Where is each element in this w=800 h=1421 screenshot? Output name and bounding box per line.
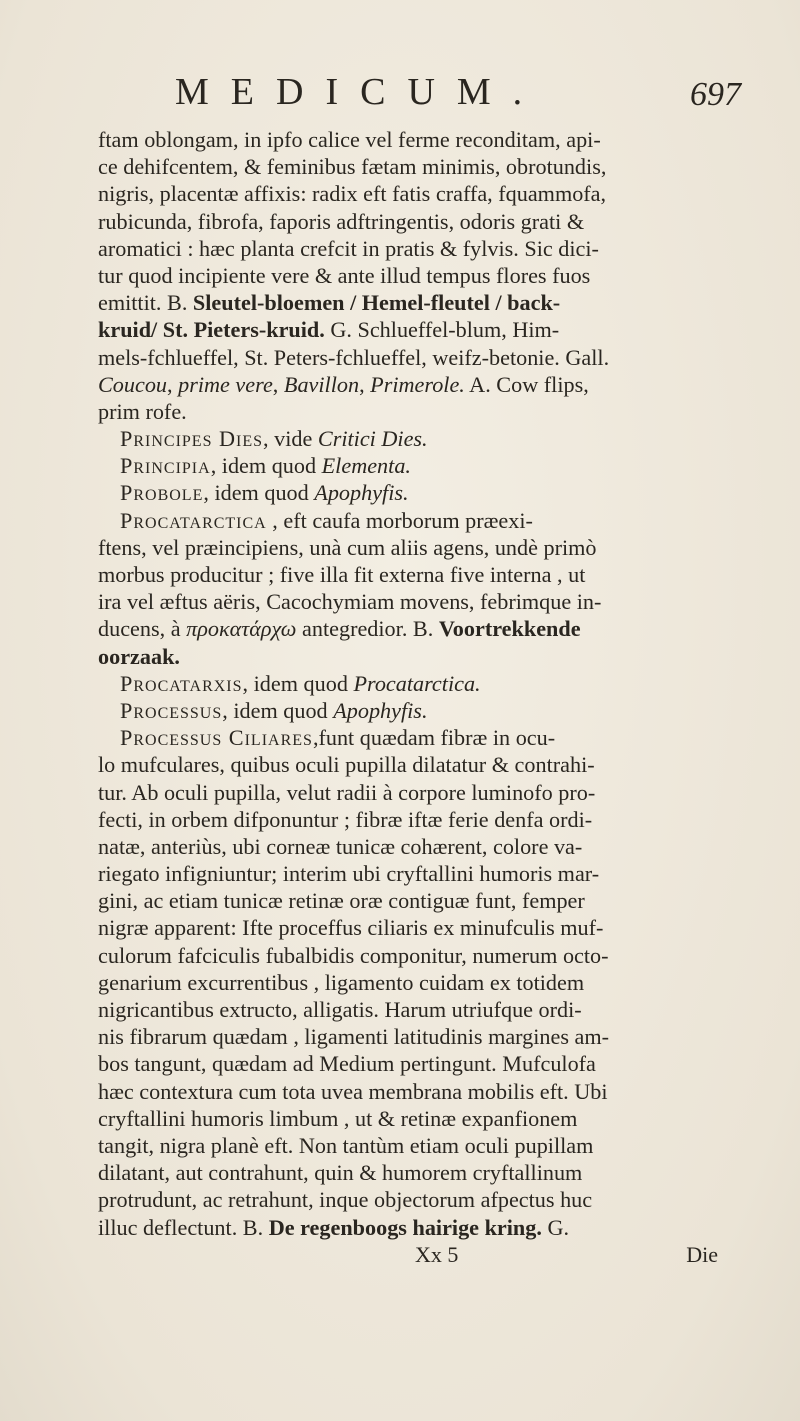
text-line xyxy=(98,262,718,289)
text-run: emittit. B. xyxy=(98,290,193,316)
italic-term: Elementa. xyxy=(321,453,411,479)
text-run: illuc deflectunt. B. xyxy=(98,1214,269,1240)
text-line xyxy=(98,534,718,561)
text-line xyxy=(98,1186,718,1213)
running-title: MEDICUM. xyxy=(175,71,545,113)
text-run: nigræ apparent: Ifte proceffus ciliaris ex minufculis muf- xyxy=(98,915,604,941)
text-run: morbus producitur ; five illa fit externa five interna , ut xyxy=(98,562,586,587)
text-run: lo mufculares, quibus oculi pupilla dilatatur & contrahi- xyxy=(98,752,595,778)
page-number: 697 xyxy=(690,76,741,113)
text-line xyxy=(98,887,718,914)
text-run: rubicunda, fibrofa, faporis adftringentis, odoris grati & xyxy=(98,208,585,234)
entry-headword: Principes Dies xyxy=(120,426,264,452)
text-line xyxy=(98,425,718,452)
text-line xyxy=(98,860,718,887)
text-run: ira vel æftus aëris, Cacochymiam movens, febrimque in- xyxy=(98,589,602,615)
text-run: , xyxy=(359,371,371,397)
text-run: dilatant, aut contrahunt, quin & humorem cryftallinum xyxy=(98,1160,583,1186)
text-line xyxy=(98,208,718,235)
text-lines xyxy=(98,126,718,1241)
text-line xyxy=(98,615,718,642)
italic-term: Apophyfis. xyxy=(333,697,428,723)
text-run: G. xyxy=(541,1214,570,1240)
text-line xyxy=(98,371,718,398)
text-run: aromatici : hæc planta crefcit in pratis & fylvis. Sic dici- xyxy=(98,235,599,261)
text-run: hæc contextura cum tota uvea membrana mobilis eft. Ubi xyxy=(98,1078,608,1104)
dictionary-text xyxy=(98,126,718,1268)
text-run: genarium excurrentibus , ligamento cuidam ex totidem xyxy=(98,969,585,995)
text-line xyxy=(98,153,718,180)
text-line xyxy=(98,643,718,670)
text-run: ftens, vel præincipiens, unà cum aliis agens, undè primò xyxy=(98,534,597,560)
text-line xyxy=(98,316,718,343)
text-run: nis fibrarum quædam , ligamenti latitudinis margines am- xyxy=(98,1024,610,1050)
text-line xyxy=(98,588,718,615)
text-run: natæ, anteriùs, ubi corneæ tunicæ cohærent, colore va- xyxy=(98,833,583,859)
text-line xyxy=(98,806,718,833)
text-line xyxy=(98,751,718,778)
text-line xyxy=(98,1023,718,1050)
text-run: , idem quod xyxy=(242,670,354,696)
text-run: , idem quod xyxy=(222,697,334,723)
text-line xyxy=(98,1105,718,1132)
text-line xyxy=(98,996,718,1023)
text-run: mels-fchlueffel, St. Peters-fchlueffel, weifz-betonie. Gall. xyxy=(98,344,610,370)
text-line xyxy=(98,398,718,425)
text-line xyxy=(98,833,718,860)
text-line xyxy=(98,942,718,969)
text-run: culorum fafciculis fubalbidis componitur, numerum octo- xyxy=(98,942,609,968)
text-run: protrudunt, ac retrahunt, inque objectorum afpectus huc xyxy=(98,1187,593,1213)
text-run: tur quod incipiente vere & ante illud tempus flores fuos xyxy=(98,262,591,288)
text-run: bos tangunt, quædam ad Medium pertingunt. Mufculofa xyxy=(98,1051,596,1077)
text-run: ce dehifcentem, & feminibus fætam minimis, obrotundis, xyxy=(98,154,607,180)
entry-headword: Principia xyxy=(120,453,211,479)
entry-headword: Processus Ciliares xyxy=(120,725,313,751)
text-run: , xyxy=(167,371,179,397)
text-run: fecti, in orbem difponuntur ; fibræ iftæ ferie denfa ordi- xyxy=(98,806,593,832)
text-run: , xyxy=(272,371,284,397)
text-run: , idem quod xyxy=(210,453,322,479)
text-run: tangit, nigra planè eft. Non tantùm etiam oculi pupillam xyxy=(98,1132,594,1158)
text-run: G. Schlueffel-blum, Him- xyxy=(324,317,560,343)
text-line xyxy=(98,126,718,153)
entry-headword: Probole xyxy=(120,480,204,506)
text-run: ftam oblongam, in ipfo calice vel ferme reconditam, api- xyxy=(98,127,601,152)
text-line xyxy=(98,289,718,316)
entry-headword: Procatarxis xyxy=(120,670,243,696)
vernacular-name: oorzaak. xyxy=(98,643,180,669)
italic-term: prime vere xyxy=(178,371,273,397)
text-run: nigris, placentæ affixis: radix eft fatis craffa, fquammofa, xyxy=(98,181,607,207)
text-run: tur. Ab oculi pupilla, velut radii à corpore luminofo pro- xyxy=(98,779,596,805)
vernacular-name: De regenboogs hairige kring. xyxy=(268,1214,542,1240)
text-run: antegredior. B. xyxy=(296,616,439,642)
text-run: , eft caufa morborum præexi- xyxy=(266,507,533,533)
italic-term: Bavillon xyxy=(283,371,360,397)
text-line xyxy=(98,452,718,479)
text-line xyxy=(98,779,718,806)
vernacular-name: Voortrekkende xyxy=(438,616,581,642)
italic-term: Apophyfis. xyxy=(314,480,409,506)
italic-term: Critici Dies. xyxy=(317,426,428,452)
catchword: Die xyxy=(686,1241,718,1267)
text-line xyxy=(98,724,718,751)
text-run: ,funt quædam fibræ in ocu- xyxy=(312,725,556,751)
text-line xyxy=(98,969,718,996)
vernacular-name: Sleutel-bloemen / Hemel-fleutel / back- xyxy=(192,290,561,316)
entry-headword: Procatarctica xyxy=(120,507,267,533)
text-line xyxy=(98,1214,718,1241)
text-run: prim rofe. xyxy=(98,398,187,424)
text-run: A. Cow flips, xyxy=(464,371,589,397)
page-footer xyxy=(98,1241,718,1268)
text-line xyxy=(98,180,718,207)
text-run: nigricantibus extructo, alligatis. Harum utriufque ordi- xyxy=(98,997,582,1022)
italic-term: προκατάρχω xyxy=(186,616,297,642)
text-line xyxy=(98,507,718,534)
text-line xyxy=(98,344,718,371)
text-line xyxy=(98,1050,718,1077)
text-run: ducens, à xyxy=(98,616,187,642)
italic-term: Primerole. xyxy=(370,371,465,397)
text-run: , idem quod xyxy=(203,480,315,506)
text-run: gini, ac etiam tunicæ retinæ oræ contiguæ funt, femper xyxy=(98,888,585,914)
text-line xyxy=(98,479,718,506)
text-line xyxy=(98,1132,718,1159)
entry-headword: Processus xyxy=(120,697,223,723)
text-run: riegato infigniuntur; interim ubi cryftallini humoris mar- xyxy=(98,861,600,887)
text-line xyxy=(98,697,718,724)
text-run: , vide xyxy=(263,426,318,452)
text-line xyxy=(98,1078,718,1105)
text-line xyxy=(98,914,718,941)
italic-term: Procatarctica. xyxy=(353,670,481,696)
text-line xyxy=(98,561,718,588)
running-head xyxy=(0,70,800,120)
text-run: cryftallini humoris limbum , ut & retinæ expanfionem xyxy=(98,1105,578,1131)
signature-mark: Xx 5 xyxy=(415,1241,459,1267)
text-line xyxy=(98,670,718,697)
text-line xyxy=(98,1159,718,1186)
italic-term: Coucou xyxy=(98,371,168,397)
vernacular-name: kruid/ St. Pieters-kruid. xyxy=(98,317,325,343)
text-line xyxy=(98,235,718,262)
